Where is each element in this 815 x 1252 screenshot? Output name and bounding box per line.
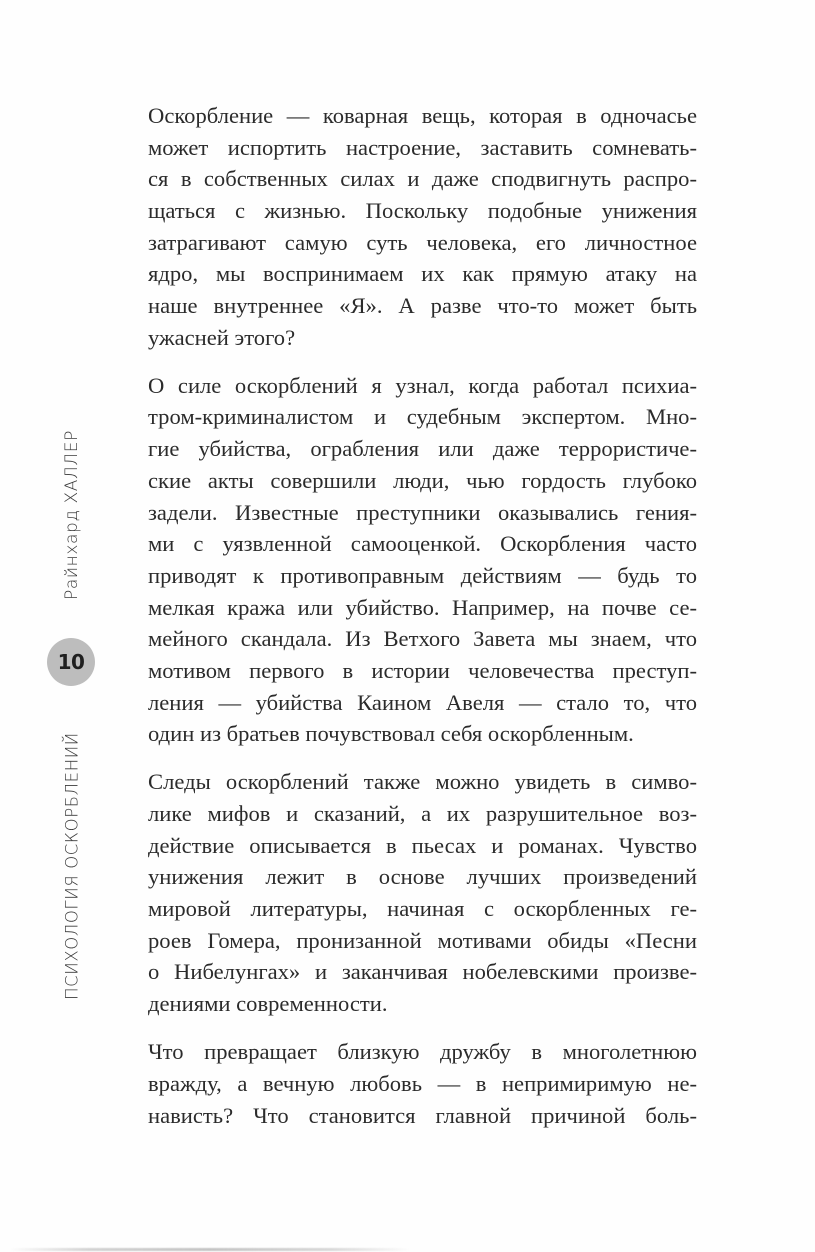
text-line: лике мифов и сказаний, а их разрушительное воз- — [148, 801, 697, 827]
body-text — [148, 100, 697, 1148]
page-number-badge — [47, 638, 95, 686]
text-line: приводят к противоправным действиям — будь то — [148, 562, 697, 588]
text-line: ужасней этого? — [148, 324, 296, 350]
text-line: вражду, а вечную любовь — в непримиримую не- — [148, 1070, 697, 1096]
paragraph-1 — [148, 100, 697, 354]
page-edge-shadow — [10, 1248, 410, 1251]
running-head-author: Райнхард ХАЛЛЕР — [62, 429, 82, 601]
paragraph-3 — [148, 766, 697, 1020]
paragraph-4 — [148, 1036, 697, 1131]
text-line: гие убийства, ограбления или даже террористиче- — [148, 436, 697, 462]
text-line: О силе оскорблений я узнал, когда работал психиа- — [148, 372, 697, 398]
text-line: ядро, мы воспринимаем их как прямую атаку на — [148, 261, 697, 287]
text-line: может испортить настроение, заставить сомневать- — [148, 134, 697, 160]
text-line: затрагивают самую суть человека, его личностное — [148, 229, 697, 255]
text-line: задели. Известные преступники оказывались гения- — [148, 499, 697, 525]
text-line: ми с уязвленной самооценкой. Оскорбления часто — [148, 531, 697, 557]
text-line: действие описывается в пьесах и романах. Чувство — [148, 832, 697, 858]
text-line: роев Гомера, пронизанной мотивами обиды «Песни — [148, 927, 697, 953]
text-line: Оскорбление — коварная вещь, которая в одночасье — [148, 103, 697, 128]
text-line: Следы оскорблений также можно увидеть в симво- — [148, 769, 697, 795]
text-line: мелкая кража или убийство. Например, на почве се- — [148, 594, 697, 620]
text-line: нависть? Что становится главной причиной боль- — [148, 1102, 697, 1128]
text-line: мотивом первого в истории человечества преступ- — [148, 657, 697, 683]
text-line: мировой литературы, начиная с оскорбленных ге- — [148, 896, 697, 922]
text-line: ления — убийства Каином Авеля — стало то, что — [148, 689, 697, 715]
running-head-book-title: ПСИХОЛОГИЯ ОСКОРБЛЕНИЙ — [62, 732, 82, 1000]
page-number: 10 — [57, 650, 85, 674]
text-line: ские акты совершили люди, чью гордость глубоко — [148, 467, 697, 493]
text-line: тром-криминалистом и судебным экспертом. Мно- — [148, 404, 697, 430]
text-line: один из братьев почувствовал себя оскорбленным. — [148, 721, 634, 747]
text-line: ся в собственных силах и даже сподвигнуть распро- — [148, 166, 697, 192]
text-line: щаться с жизнью. Поскольку подобные унижения — [148, 198, 697, 224]
text-line: о Нибелунгах» и заканчивая нобелевскими произве- — [148, 959, 697, 985]
text-line: унижения лежит в основе лучших произведений — [148, 864, 697, 890]
paragraph-2 — [148, 370, 697, 750]
text-line: мейного скандала. Из Ветхого Завета мы знаем, что — [148, 626, 697, 652]
text-line: наше внутреннее «Я». А разве что-то может быть — [148, 293, 697, 319]
text-line: дениями современности. — [148, 991, 388, 1017]
text-line: Что превращает близкую дружбу в многолетнюю — [148, 1039, 697, 1065]
